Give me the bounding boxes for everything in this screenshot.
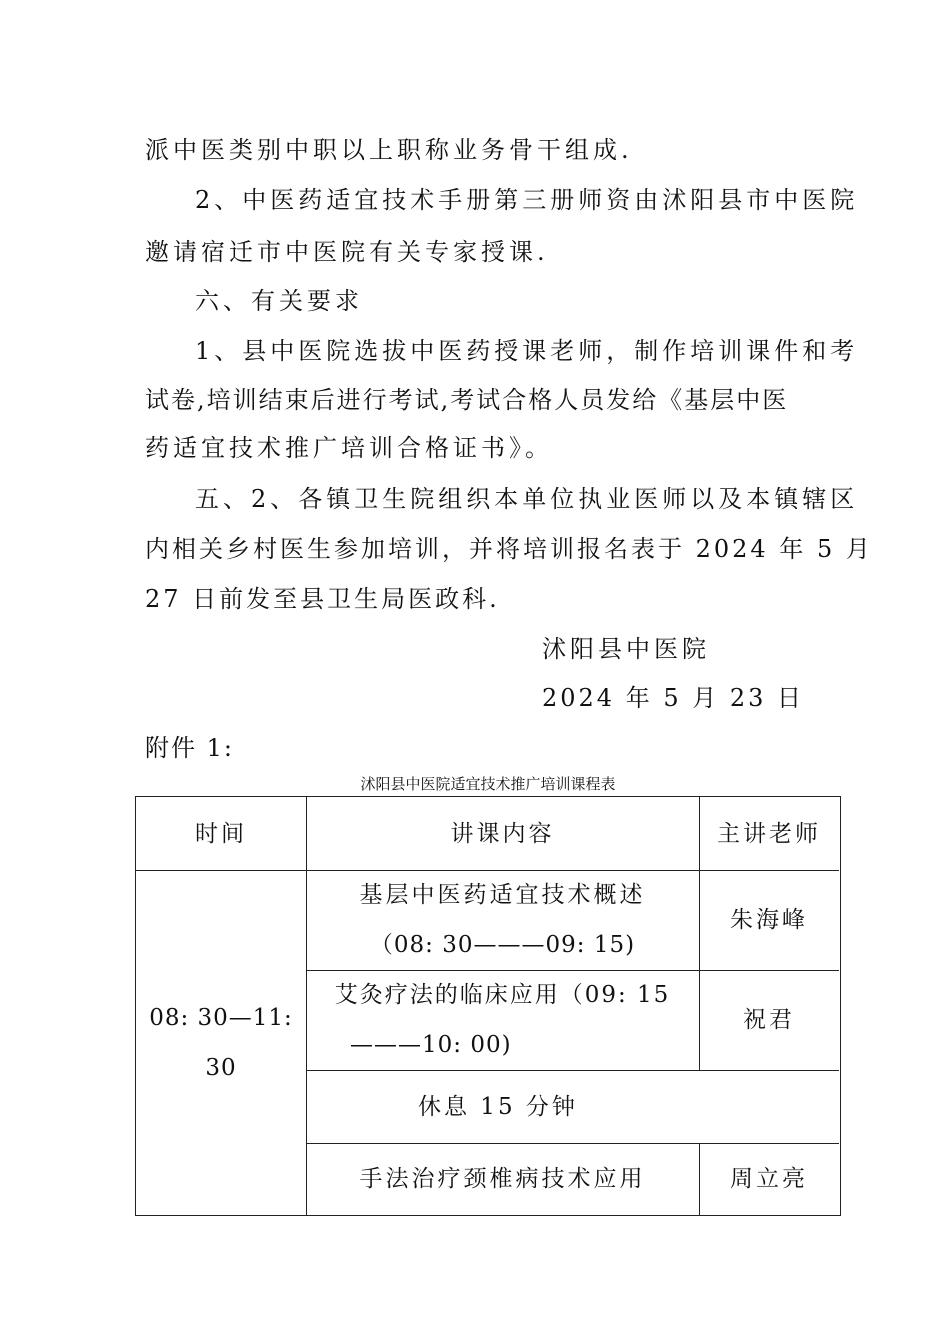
row-4-content: 手法治疗颈椎病技术应用	[359, 1166, 646, 1192]
header-time: 时间	[195, 820, 247, 847]
time-slot-cell	[136, 870, 306, 1215]
row-1-content-line-1: 基层中医药适宜技术概述	[359, 882, 646, 908]
row-1-teacher: 朱海峰	[730, 907, 808, 933]
header-teacher: 主讲老师	[717, 820, 821, 847]
row-2-content	[306, 970, 699, 1070]
body-line-5: 1、县中医院选拔中医药授课老师，制作培训课件和考	[195, 337, 859, 365]
body-line-2: 2、中医药适宜技术手册第三册师资由沭阳县市中医院	[195, 186, 859, 214]
body-line-6: 试卷,培训结束后进行考试,考试合格人员发给《基层中医	[145, 386, 789, 414]
row-2-teacher: 祝君	[743, 1007, 795, 1033]
section-heading: 六、有关要求	[195, 287, 363, 315]
body-line-10: 27 日前发至县卫生局医政科.	[145, 585, 500, 613]
row-2-content-line-1: 艾灸疗法的临床应用（09: 15	[334, 982, 671, 1008]
body-line-9: 内相关乡村医生参加培训，并将培训报名表于 2024 年 5 月	[145, 535, 873, 563]
signature-org: 沭阳县中医院	[542, 635, 710, 663]
row-2-content-line-2: ———10: 00)	[350, 1032, 512, 1058]
header-content: 讲课内容	[450, 820, 555, 847]
body-line-1: 派中医类别中职以上职称业务骨干组成.	[145, 136, 633, 164]
table-caption: 沭阳县中医院适宜技术推广培训课程表	[360, 775, 616, 793]
row-1-content	[306, 870, 699, 970]
time-slot-line-2: 30	[205, 1054, 237, 1081]
signature-date: 2024 年 5 月 23 日	[542, 684, 805, 712]
body-line-7: 药适宜技术推广培训合格证书》。	[145, 434, 553, 462]
row-3-break: 休息 15 分钟	[418, 1093, 578, 1120]
time-slot-line-1: 08: 30—11:	[149, 1004, 293, 1031]
row-4-teacher: 周立亮	[730, 1166, 808, 1192]
attachment-label: 附件 1:	[145, 734, 234, 762]
schedule-table	[135, 796, 841, 1216]
body-line-8: 五、2、各镇卫生院组织本单位执业医师以及本镇辖区	[195, 485, 859, 513]
row-1-content-line-2: （08: 30———09: 15)	[369, 932, 636, 958]
body-line-3: 邀请宿迁市中医院有关专家授课.	[145, 238, 549, 266]
